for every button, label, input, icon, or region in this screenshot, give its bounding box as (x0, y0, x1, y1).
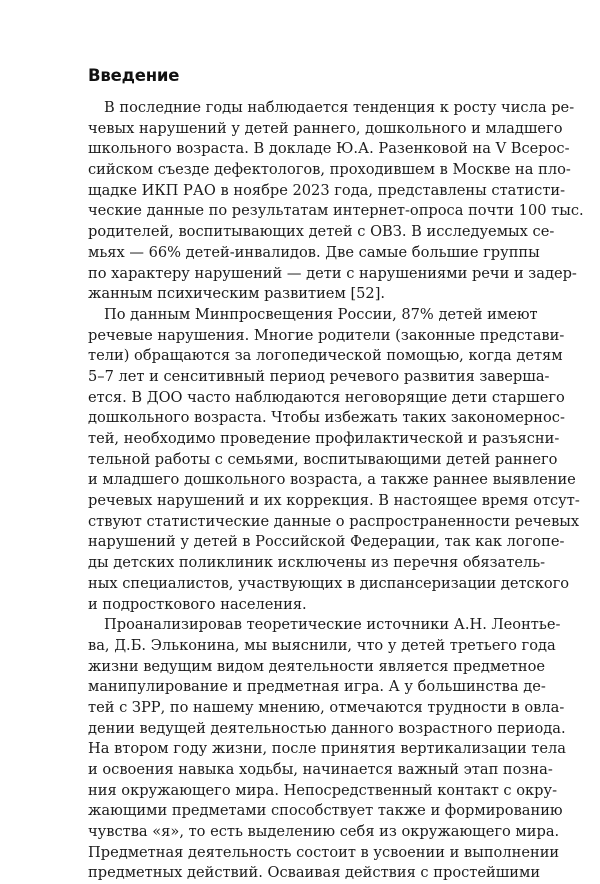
paragraph-3-line: жающими предметами способствует также и формированию (88, 802, 563, 820)
paragraph-2-line: По данным Минпросвещения России, 87% детей имеют (104, 305, 538, 323)
paragraph-2-line: тей, необходимо проведение профилактической и разъясни- (88, 430, 560, 447)
paragraph-3-line: манипулирование и предметная игра. А у большинства де- (88, 678, 546, 696)
paragraph-3-line: На втором году жизни, после принятия вертикализации тела (88, 740, 566, 758)
paragraph-3-line: жизни ведущим видом деятельности является предметное (88, 657, 546, 675)
paragraph-2-line: ных специалистов, участвующих в диспансеризации детского (88, 574, 570, 592)
paragraph-2-line: дошкольного возраста. Чтобы избежать таких закономернос- (88, 409, 565, 427)
paragraph-1-line: мьях — 66% детей-инвалидов. Две самые большие группы (88, 243, 540, 261)
paragraph-3-line: Проанализировав теоретические источники А.Н. Леонтье- (104, 616, 561, 634)
paragraph-2-line: ствуют статистические данные о распространенности речевых (88, 512, 580, 530)
paragraph-1-line: чевых нарушений у детей раннего, дошкольного и младшего (88, 119, 563, 137)
paragraph-2-line: ется. В ДОО часто наблюдаются неговорящие дети старшего (88, 388, 565, 406)
paragraph-3-line: Предметная деятельность состоит в усвоении и выполнении (88, 843, 560, 861)
paragraph-2-line: тели) обращаются за логопедической помощью, когда детям (88, 347, 563, 365)
paragraph-2-line: и младшего дошкольного возраста, а также раннее выявление (88, 471, 576, 489)
paragraph-1-line: щадке ИКП РАО в ноябре 2023 года, представлены статисти- (88, 181, 566, 199)
paragraph-3-line: ва, Д.Б. Эльконина, мы выяснили, что у детей третьего года (88, 636, 556, 654)
section-heading: Введение (88, 66, 180, 85)
paragraph-2-line: 5–7 лет и сенситивный период речевого развития заверша- (88, 367, 550, 385)
body-text (88, 98, 584, 884)
paragraph-1-line: школьного возраста. В докладе Ю.А. Разенковой на V Всерос- (88, 140, 570, 158)
paragraph-2-line: ды детских поликлиник исключены из перечня обязатель- (88, 554, 546, 572)
paragraph-1-line: В последние годы наблюдается тенденция к росту числа ре- (104, 99, 575, 116)
paragraph-2-line: тельной работы с семьями, воспитывающими детей раннего (88, 450, 558, 468)
paragraph-3-line: дении ведущей деятельностью данного возрастного периода. (88, 719, 566, 737)
paragraph-3-line: и освоения навыка ходьбы, начинается важный этап позна- (88, 761, 553, 778)
paragraph-2-line: речевых нарушений и их коррекция. В настоящее время отсут- (88, 492, 580, 510)
paragraph-3-line: чувства «я», то есть выделению себя из окружающего мира. (88, 823, 560, 841)
paragraph-1-line: ческие данные по результатам интернет-опроса почти 100 тыс. (88, 202, 584, 220)
paragraph-2-line: и подросткового населения. (88, 595, 307, 613)
paragraph-2-line: нарушений у детей в Российской Федерации, так как логопе- (88, 533, 565, 551)
paragraph-2-line: речевые нарушения. Многие родители (законные представи- (88, 326, 565, 344)
paragraph-1-line: сийском съезде дефектологов, проходившем в Москве на пло- (88, 161, 571, 179)
paragraph-3-line: предметных действий. Осваивая действия с простейшими (88, 864, 541, 882)
paragraph-3-line: тей с ЗРР, по нашему мнению, отмечаются трудности в овла- (88, 698, 565, 716)
paragraph-1-line: жанным психическим развитием [52]. (88, 285, 386, 303)
paragraph-3-line: ния окружающего мира. Непосредственный контакт с окру- (88, 781, 558, 799)
paragraph-1-line: родителей, воспитывающих детей с ОВЗ. В исследуемых се- (88, 223, 555, 241)
paragraph-1-line: по характеру нарушений — дети с нарушениями речи и задер- (88, 264, 577, 282)
